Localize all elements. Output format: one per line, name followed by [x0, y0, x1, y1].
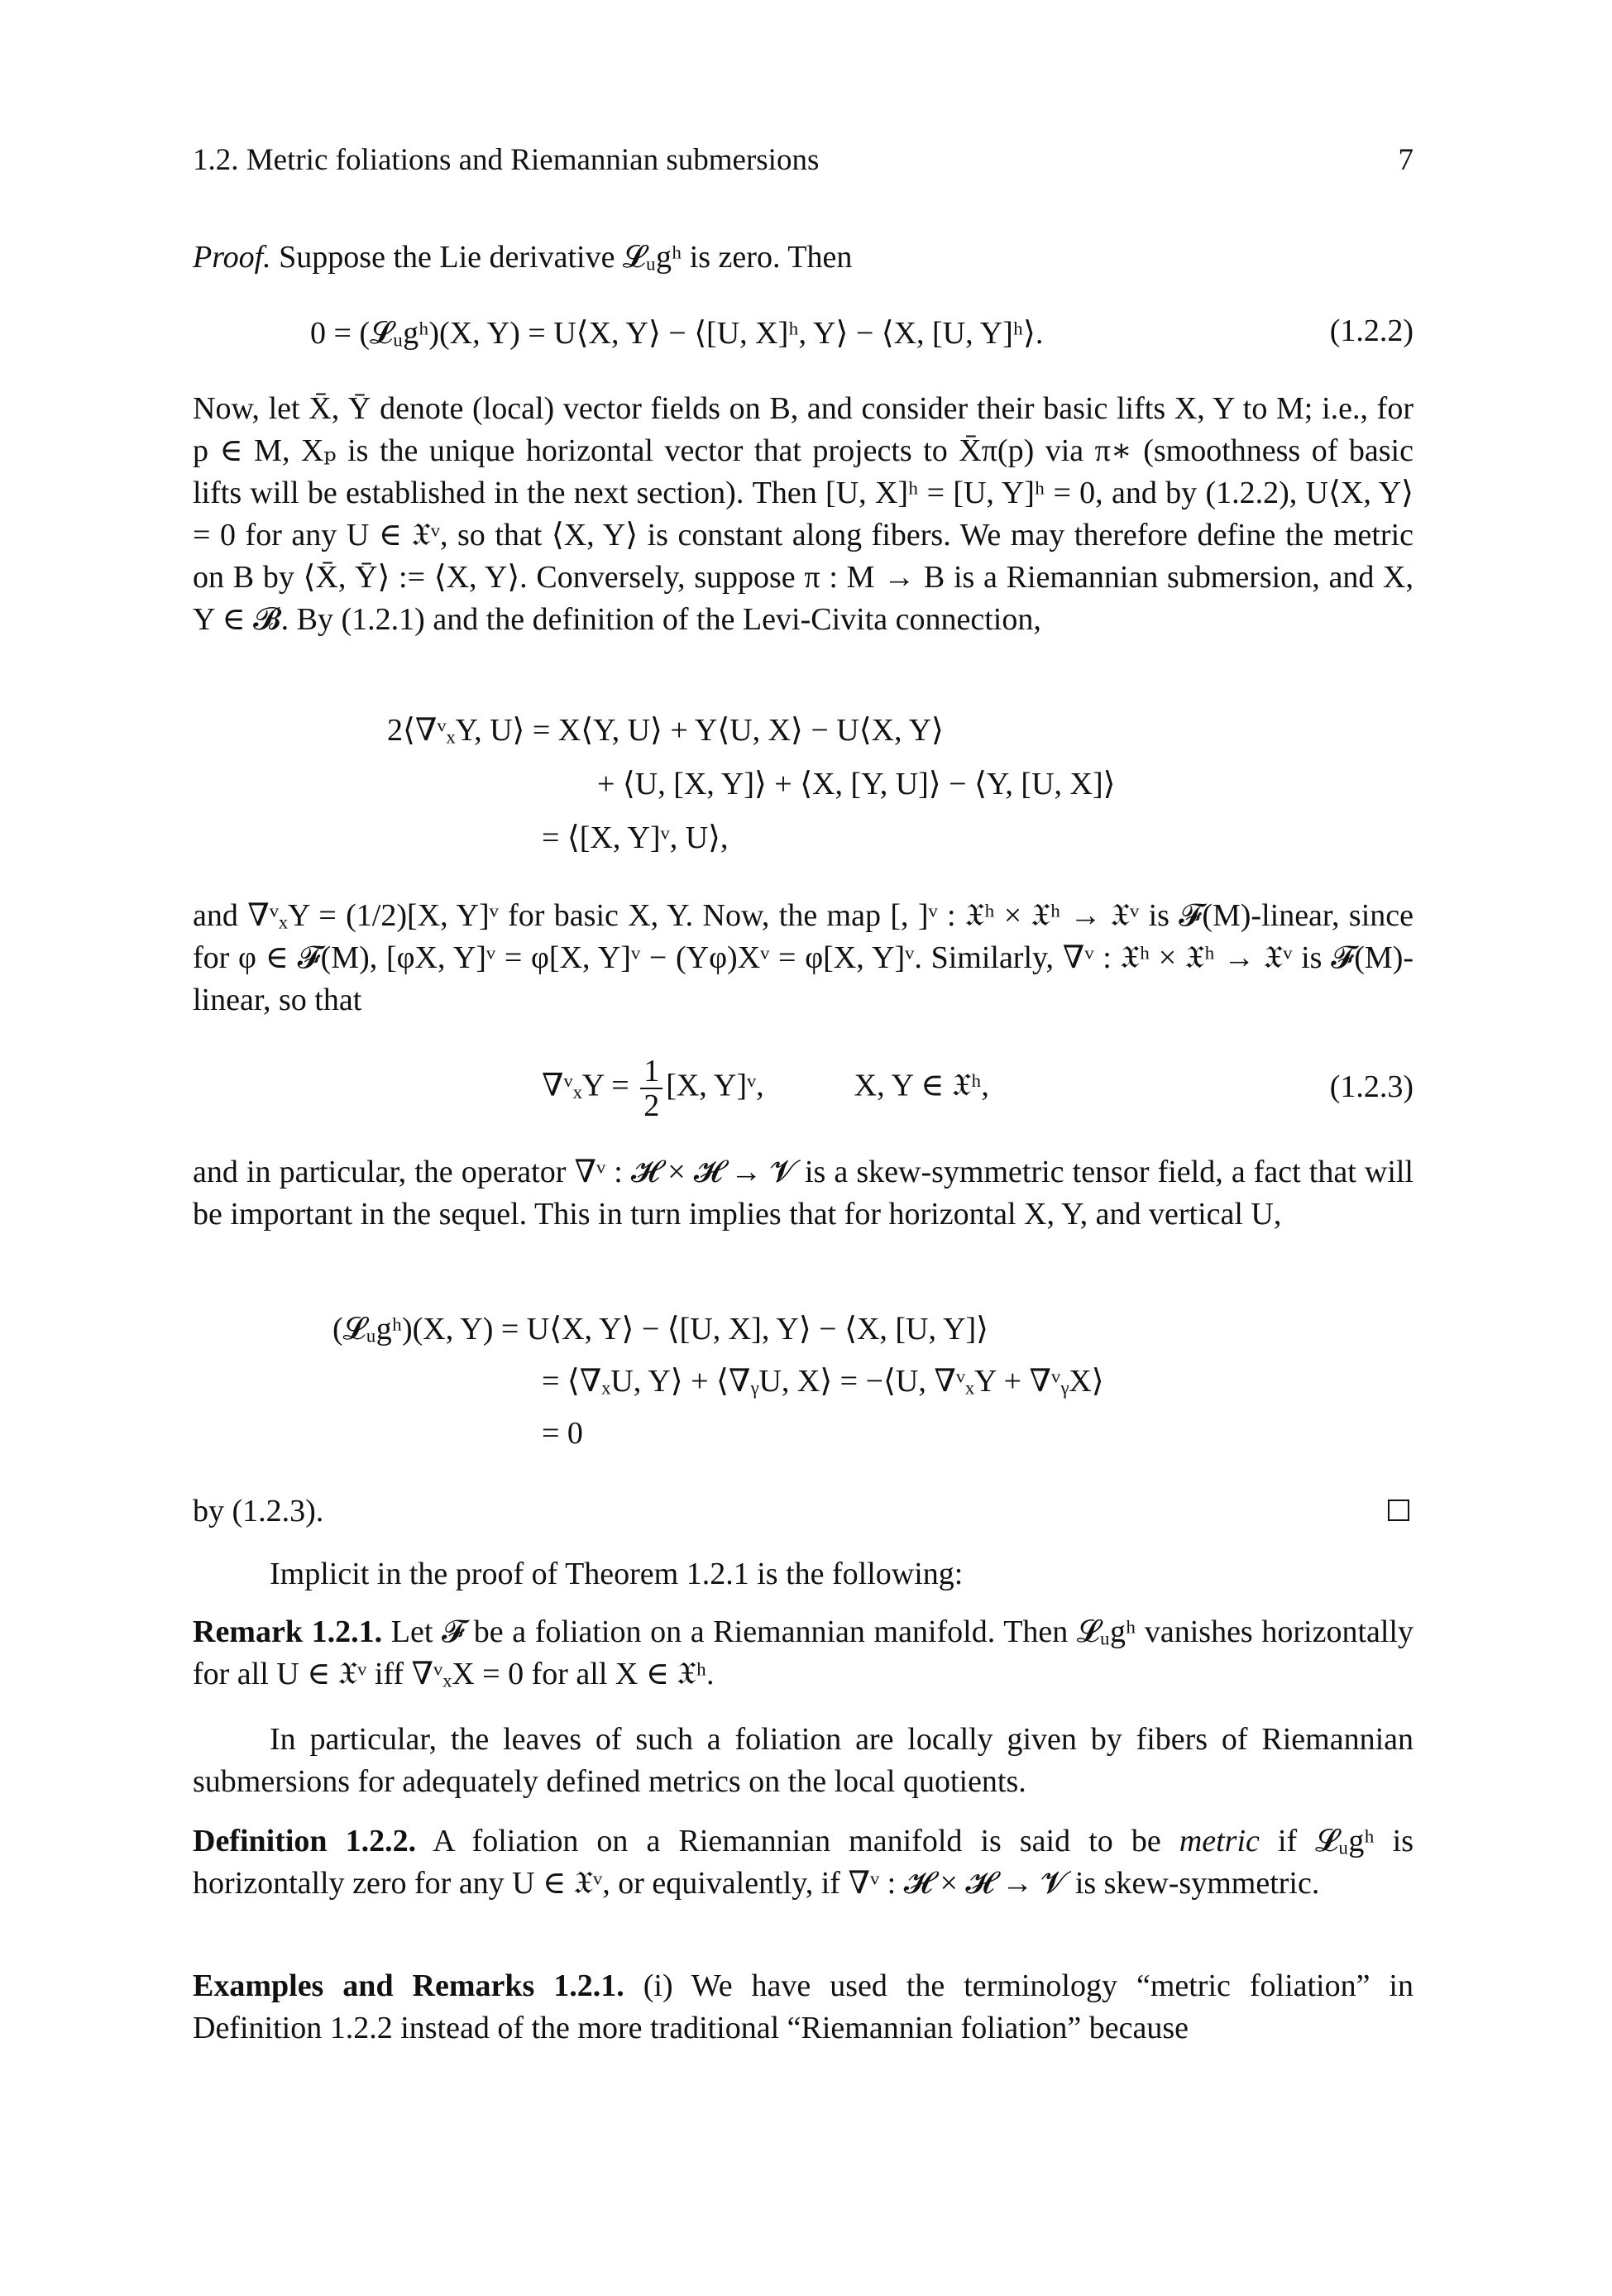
equation-1-2-3: [542, 1055, 989, 1122]
examples-label: Examples and Remarks 1.2.1.: [193, 1968, 624, 2003]
examples-text: (i) We have used the terminology “metric foliation” in Definition 1.2.2 instead of the more traditional “Riemannian foliation” because: [193, 1968, 1413, 2045]
definition-text-2: if 𝓛ᵤgʰ is horizontally zero for any U ∈ 𝔛ᵛ, or equivalently, if ∇ᵛ : 𝓗 × 𝓗 → 𝓥 is skew-symmetric.: [193, 1824, 1414, 1901]
one-half-fraction: [640, 1055, 662, 1122]
paragraph-skew-symmetric: and in particular, the operator ∇ᵛ : 𝓗 × 𝓗 → 𝓥 is a skew-symmetric tensor field, a fact that will be important in the sequel. This in turn implies that for horizontal X, Y, and vertical U,: [193, 1155, 1413, 1232]
fraction-numerator: 1: [640, 1055, 662, 1089]
levi-civita-line-3: = ⟨[X, Y]ᵛ, U⟩,: [542, 820, 729, 855]
section-title: 1.2. Metric foliations and Riemannian submersions: [193, 143, 820, 177]
qed-square-icon: [1388, 1500, 1409, 1521]
proof-end: by (1.2.3).: [193, 1494, 324, 1528]
proof-intro: [193, 237, 1413, 279]
lie-derivative-line-2: = ⟨∇ₓU, Y⟩ + ⟨∇ᵧU, X⟩ = −⟨U, ∇ᵛₓY + ∇ᵛᵧX⟩: [542, 1364, 1104, 1399]
eq-123-rhs: [X, Y]ᵛ,: [666, 1068, 764, 1103]
fraction-denominator: 2: [643, 1088, 660, 1123]
proof-label: Proof.: [193, 240, 271, 275]
lie-derivative-line-1: (𝓛ᵤgʰ)(X, Y) = U⟨X, Y⟩ − ⟨[U, X], Y⟩ − ⟨X, [U, Y]⟩: [332, 1312, 988, 1347]
remark-1-2-1: [193, 1611, 1413, 1696]
eq-123-lhs: ∇ᵛₓY =: [542, 1068, 629, 1103]
equation-number-1-2-3: (1.2.3): [1329, 1069, 1413, 1104]
paragraph-basic-lifts: Now, let X̄, Ȳ denote (local) vector fields on B, and consider their basic lifts X, Y to M; i.e., for p ∈ M, Xₚ is the unique horizontal vector that projects to X̄π(p) via π∗ (smoothness of basic lifts will be established in the next section). Then [U, X]ʰ = [U, Y]ʰ = 0, and by (1.2.2), U⟨X, Y⟩ = 0 for any U ∈ 𝔛ᵛ, so that ⟨X, Y⟩ is constant along fibers. We may therefore define the metric on B by ⟨X̄, Ȳ⟩ := ⟨X, Y⟩. Conversely, suppose π : M → B is a Riemannian submersion, and X, Y ∈ 𝓑. By (1.2.1) and the definition of the Levi-Civita connection,: [193, 391, 1413, 637]
remark-label: Remark 1.2.1.: [193, 1614, 383, 1649]
proof-intro-text: Suppose the Lie derivative 𝓛ᵤgʰ is zero. Then: [270, 240, 853, 275]
definition-metric-word: metric: [1179, 1824, 1260, 1858]
definition-label: Definition 1.2.2.: [193, 1824, 417, 1858]
remark-text: Let 𝓕 be a foliation on a Riemannian manifold. Then 𝓛ᵤgʰ vanishes horizontally for all U ∈ 𝔛ᵛ iff ∇ᵛₓX = 0 for all X ∈ 𝔛ʰ.: [193, 1614, 1413, 1691]
running-header: [193, 142, 1413, 184]
page-number: 7: [1398, 143, 1413, 177]
eq-123-condition: X, Y ∈ 𝔛ʰ,: [854, 1068, 989, 1103]
equation-1-2-2: 0 = (𝓛ᵤgʰ)(X, Y) = U⟨X, Y⟩ − ⟨[U, X]ʰ, Y⟩ − ⟨X, [U, Y]ʰ⟩.: [310, 316, 1044, 351]
examples-remarks-1-2-1: [193, 1965, 1413, 2050]
implicit-sentence: Implicit in the proof of Theorem 1.2.1 is the following:: [270, 1557, 964, 1591]
lie-derivative-line-3: = 0: [542, 1416, 583, 1451]
paragraph-leaves: In particular, the leaves of such a foliation are locally given by fibers of Riemannian submersions for adequately defined metrics on the local quotients.: [193, 1722, 1413, 1799]
definition-1-2-2: [193, 1820, 1413, 1905]
paragraph-linearity: and ∇ᵛₓY = (1/2)[X, Y]ᵛ for basic X, Y. Now, the map [, ]ᵛ : 𝔛ʰ × 𝔛ʰ → 𝔛ᵛ is 𝓕(M)-linear, since for φ ∈ 𝓕(M), [φX, Y]ᵛ = φ[X, Y]ᵛ − (Yφ)Xᵛ = φ[X, Y]ᵛ. Similarly, ∇ᵛ : 𝔛ʰ × 𝔛ʰ → 𝔛ᵛ is 𝓕(M)-linear, so that: [193, 898, 1413, 1017]
equation-number-1-2-2: (1.2.2): [1329, 313, 1413, 348]
levi-civita-line-2: + ⟨U, [X, Y]⟩ + ⟨X, [Y, U]⟩ − ⟨Y, [U, X]⟩: [597, 767, 1116, 801]
levi-civita-line-1: 2⟨∇ᵛₓY, U⟩ = X⟨Y, U⟩ + Y⟨U, X⟩ − U⟨X, Y⟩: [387, 713, 944, 748]
definition-text-1: A foliation on a Riemannian manifold is said to be: [416, 1824, 1179, 1858]
